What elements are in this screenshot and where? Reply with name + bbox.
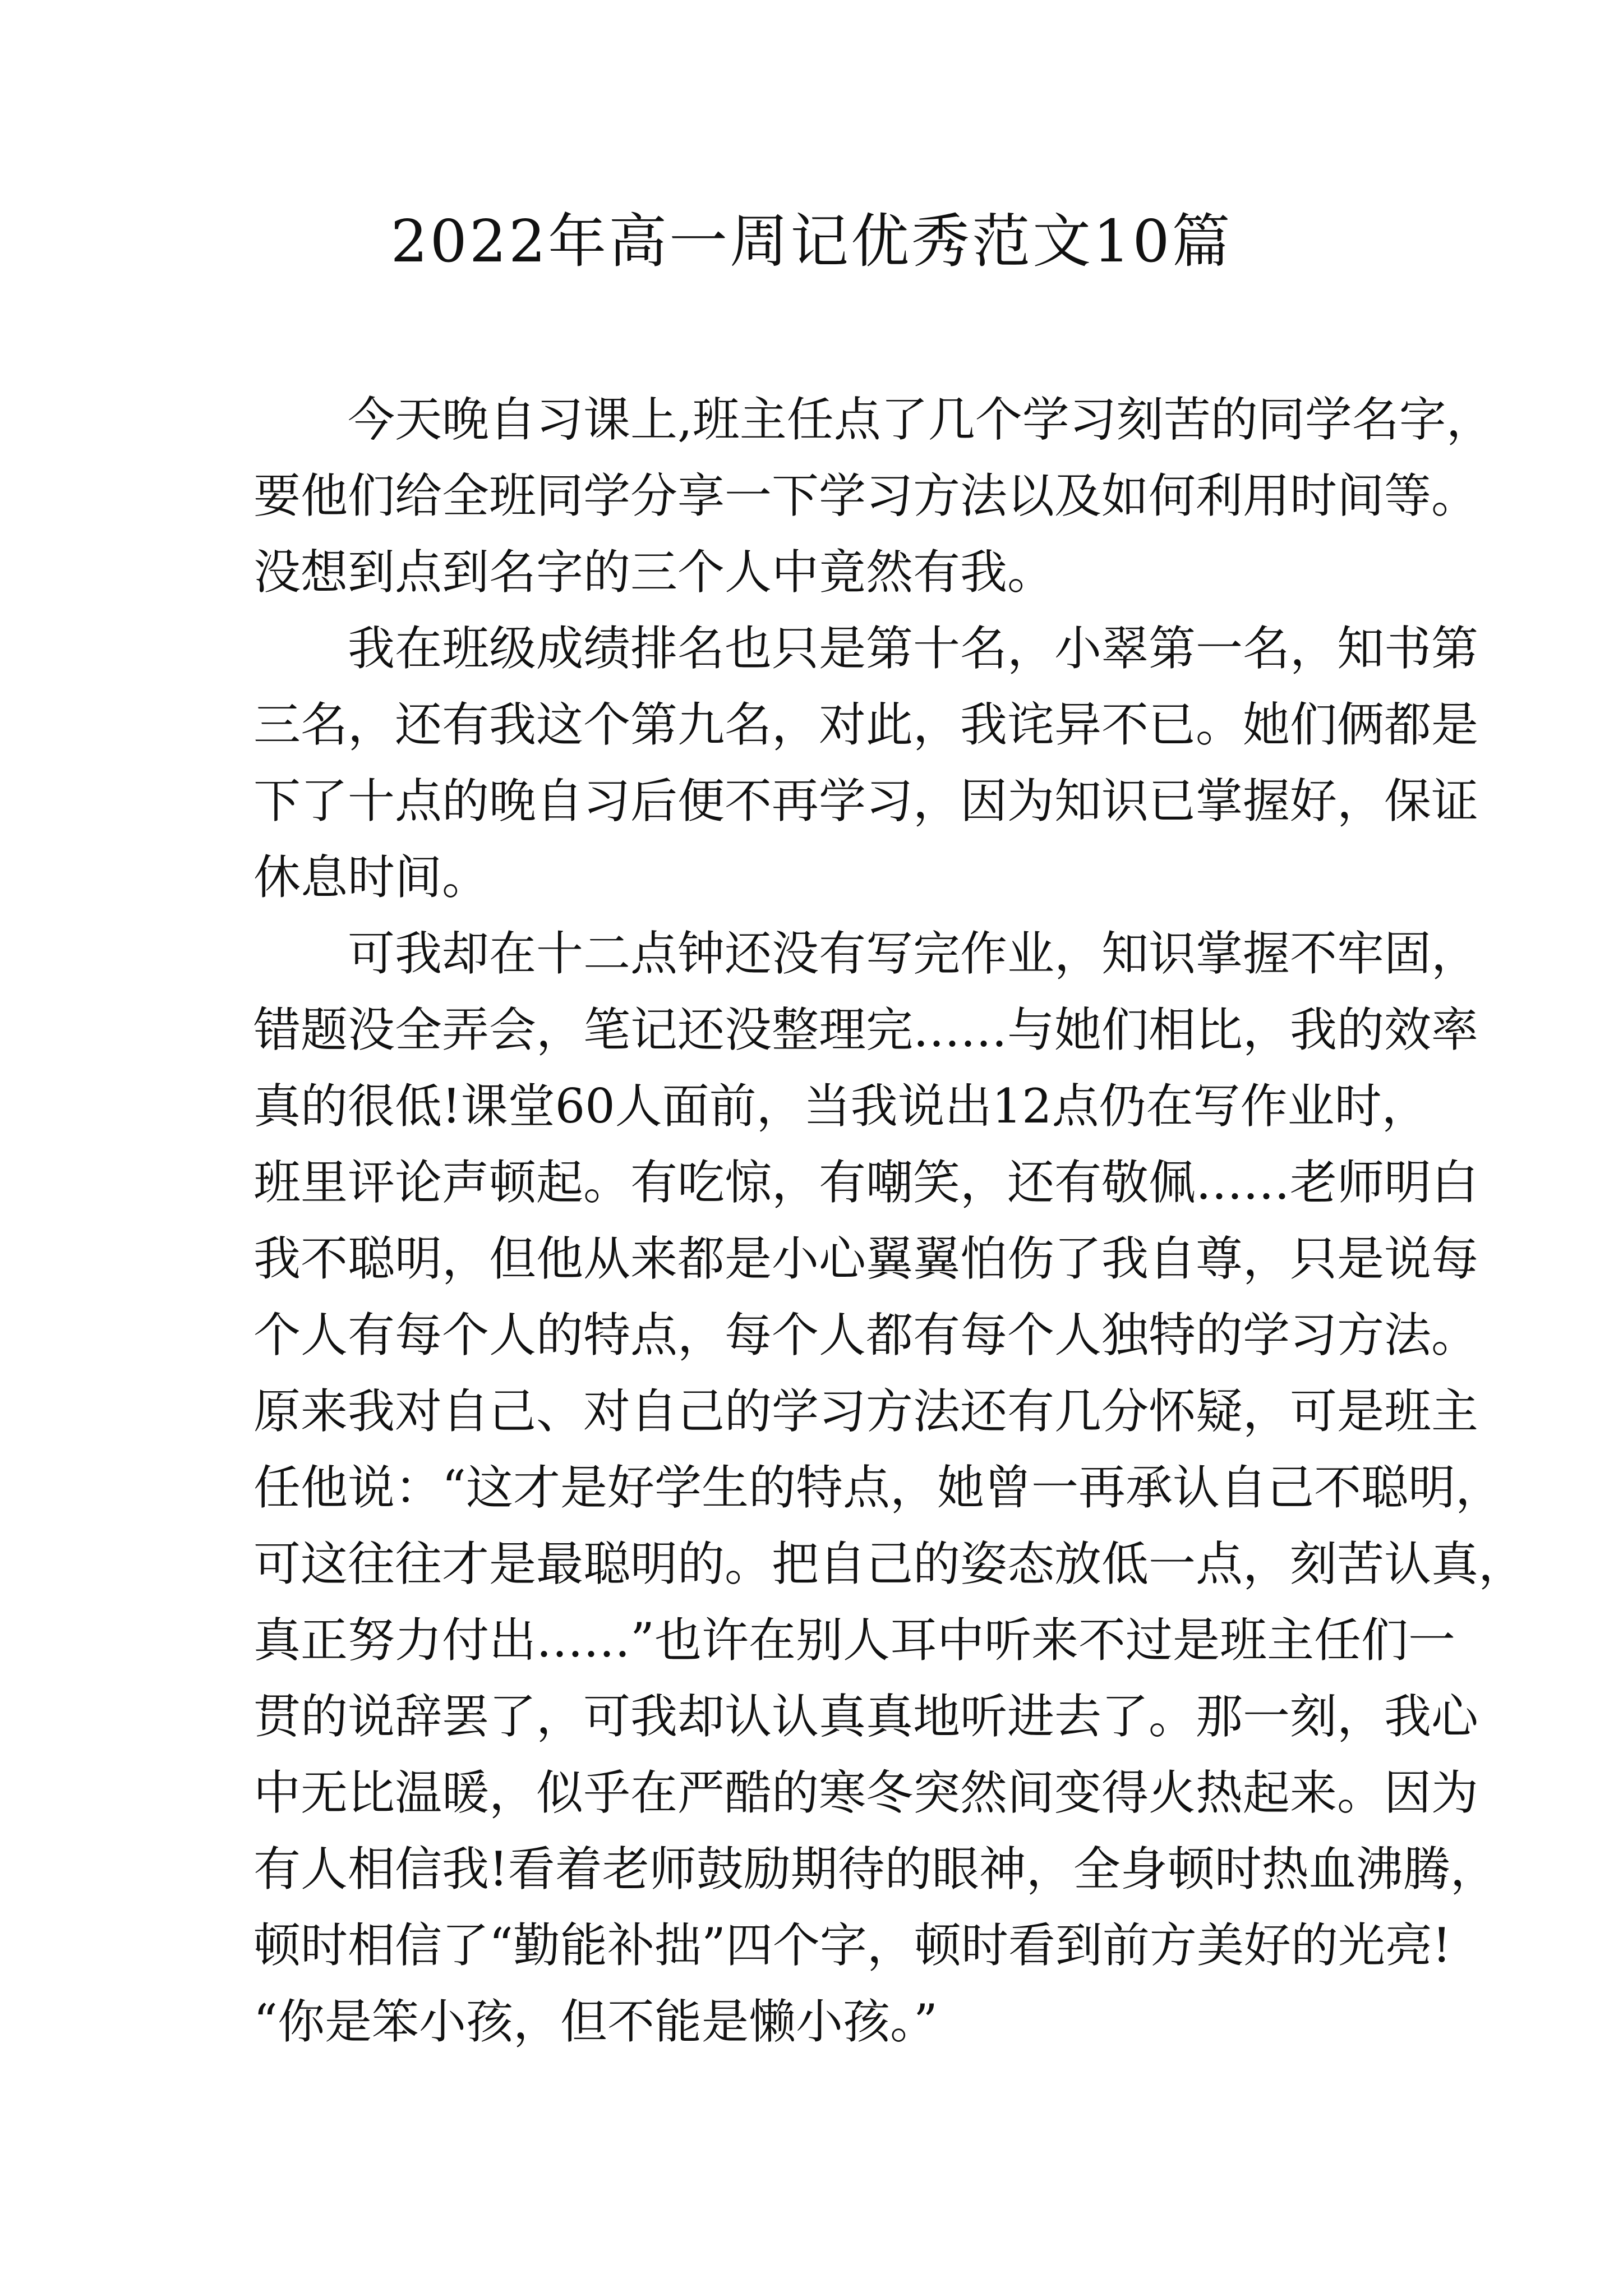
page-title: 2022年高一周记优秀范文10篇 bbox=[390, 207, 1233, 275]
text-line: 要他们给全班同学分享一下学习方法以及如何利用时间等。 bbox=[253, 468, 1479, 523]
text-line: 任他说：“这才是好学生的特点，她曾一再承认自己不聪明， bbox=[253, 1460, 1502, 1515]
text-line: 贯的说辞罢了，可我却认认真真地听进去了。那一刻，我心 bbox=[253, 1689, 1479, 1744]
text-line: 我不聪明，但他从来都是小心翼翼怕伤了我自尊，只是说每 bbox=[253, 1231, 1479, 1286]
text-line: 没想到点到名字的三个人中竟然有我。 bbox=[253, 545, 1055, 600]
text-line: 可我却在十二点钟还没有写完作业，知识掌握不牢固， bbox=[348, 926, 1479, 981]
text-line: 中无比温暖，似乎在严酷的寒冬突然间变得火热起来。因为 bbox=[253, 1765, 1479, 1820]
text-line: 个人有每个人的特点，每个人都有每个人独特的学习方法。 bbox=[253, 1308, 1479, 1363]
text-line: 真的很低!课堂60人面前，当我说出12点仍在写作业时， bbox=[253, 1079, 1429, 1134]
text-line: 休息时间。 bbox=[253, 850, 490, 905]
text-line: 下了十点的晚自习后便不再学习，因为知识已掌握好，保证 bbox=[253, 774, 1479, 829]
text-line: 我在班级成绩排名也只是第十名，小翠第一名，知书第 bbox=[348, 621, 1479, 676]
text-line: 有人相信我!看着老师鼓励期待的眼神，全身顿时热血沸腾， bbox=[253, 1842, 1497, 1897]
text-line: 真正努力付出……”也许在别人耳中听来不过是班主任们一 bbox=[253, 1613, 1455, 1668]
text-line: 班里评论声顿起。有吃惊，有嘲笑，还有敬佩……老师明白 bbox=[253, 1155, 1479, 1210]
text-line: 错题没全弄会，笔记还没整理完……与她们相比，我的效率 bbox=[253, 1002, 1479, 1057]
text-line: 顿时相信了“勤能补拙”四个字，顿时看到前方美好的光亮! bbox=[253, 1918, 1451, 1973]
text-line: 原来我对自己、对自己的学习方法还有几分怀疑，可是班主 bbox=[253, 1384, 1479, 1439]
text-line: “你是笨小孩，但不能是懒小孩。” bbox=[253, 1994, 938, 2049]
document-body bbox=[253, 381, 1526, 2060]
text-line: 可这往往才是最聪明的。把自己的姿态放低一点，刻苦认真， bbox=[253, 1536, 1526, 1591]
text-line: 今天晚自习课上,班主任点了几个学习刻苦的同学名字， bbox=[348, 392, 1493, 447]
text-line: 三名，还有我这个第九名，对此，我诧异不已。她们俩都是 bbox=[253, 697, 1479, 752]
